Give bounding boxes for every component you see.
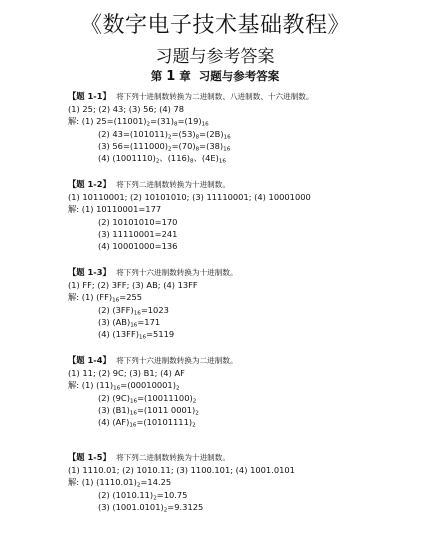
problem-label: 【题 1-3】 — [68, 267, 111, 277]
problem-prompt: 将下列十六进制数转换为十进制数。 — [116, 268, 238, 277]
base-subscript: 2 — [175, 385, 180, 392]
answer-text: (4) (1001110) — [98, 153, 156, 164]
answer-text: =(19) — [177, 116, 202, 127]
answer-text: (3) (AB) — [98, 316, 131, 327]
base-subscript: 16 — [129, 422, 137, 429]
answer-text: =(38) — [199, 140, 224, 151]
problem-given: (1) FF; (2) 3FF; (3) AB; (4) 13FF — [68, 280, 198, 291]
answer-text: 解: (1) 10110001=177 — [68, 204, 162, 215]
problem-given: (1) 25; (2) 43; (3) 56; (4) 78 — [68, 104, 185, 115]
base-subscript: 16 — [138, 334, 147, 341]
answer-text: =5119 — [146, 329, 175, 340]
problem-prompt: 将下列二进制数转换为十进制数。 — [116, 453, 230, 462]
problem-label: 【题 1-2】 — [68, 179, 111, 189]
base-subscript: 8 — [174, 121, 178, 128]
answer-text: 解: (1) (1110.01) — [68, 477, 137, 488]
answer-text: (3) 56=(111000) — [98, 140, 169, 151]
base-subscript: 16 — [130, 322, 138, 329]
answer-block — [68, 291, 418, 340]
answer-line — [68, 304, 418, 316]
answer-line — [68, 140, 418, 152]
answer-block — [68, 203, 418, 252]
problem-1-5 — [68, 451, 418, 513]
base-subscript: 2 — [195, 410, 199, 417]
answer-line — [68, 203, 418, 215]
answer-text: =(10011100) — [137, 392, 193, 403]
answer-line — [68, 476, 418, 488]
problem-header — [68, 266, 418, 279]
answer-text: 解: (1) (11) — [68, 380, 114, 391]
answer-line — [68, 404, 418, 416]
problem-prompt: 将下列十六进制数转换为二进制数。 — [116, 356, 238, 365]
answer-text: =9.3125 — [167, 501, 204, 512]
answer-block — [68, 115, 418, 164]
answer-block — [68, 476, 418, 513]
answer-text: (2) (3FF) — [98, 304, 134, 315]
answer-text: =1023 — [140, 304, 169, 315]
answer-line — [68, 501, 418, 513]
answer-text: =(1011 0001) — [136, 404, 196, 415]
problem-given: (1) 10110001; (2) 10101010; (3) 11110001; (4) 10001000 — [68, 192, 311, 203]
chapter-heading — [0, 68, 430, 84]
book-title: 《数字电子技术基础教程》 — [79, 13, 350, 38]
base-subscript: 16 — [218, 158, 226, 165]
answer-text: 解: (1) (FF) — [68, 292, 113, 303]
answer-text: 、(116) — [159, 153, 190, 164]
chapter-number: 1 — [166, 69, 176, 84]
base-subscript: 2 — [192, 398, 197, 405]
base-subscript: 16 — [112, 297, 120, 304]
answer-line — [68, 115, 418, 127]
base-subscript: 2 — [168, 146, 172, 153]
problem-1-4 — [68, 354, 418, 428]
problem-header — [68, 451, 418, 464]
base-subscript: 2 — [155, 158, 160, 165]
answer-text: =(2B) — [199, 128, 224, 139]
answer-text: =(31) — [150, 116, 175, 127]
answer-line — [68, 240, 418, 252]
problem-prompt: 将下列二进制数转换为十进制数。 — [116, 180, 230, 189]
answer-line — [68, 316, 418, 328]
chapter-prefix: 第 — [150, 69, 163, 83]
answer-text: 解: (1) 25=(11001) — [68, 116, 147, 127]
answer-line — [68, 416, 418, 428]
answer-line — [68, 152, 418, 164]
base-subscript: 8 — [195, 134, 200, 141]
answer-text: (2) (1010.11) — [98, 489, 154, 500]
answer-text: (4) 10001000=136 — [98, 241, 178, 252]
answer-block — [68, 379, 418, 428]
base-subscript: 2 — [168, 134, 172, 141]
chapter-suffix: 章 — [179, 69, 191, 83]
base-subscript: 2 — [163, 507, 168, 514]
problem-label: 【题 1-5】 — [68, 452, 111, 462]
answer-line — [68, 328, 418, 340]
base-subscript: 16 — [223, 134, 231, 141]
problem-header — [68, 178, 418, 191]
answer-text: (2) 10101010=170 — [98, 216, 178, 227]
problem-1-2 — [68, 178, 418, 252]
answer-text: =10.75 — [156, 489, 188, 500]
base-subscript: 16 — [201, 121, 209, 128]
answer-text: =171 — [137, 316, 161, 327]
answer-text: 、(4E) — [193, 153, 219, 164]
base-subscript: 16 — [113, 385, 121, 392]
answer-text: =(53) — [171, 128, 196, 139]
answer-text: =(00010001) — [120, 380, 176, 391]
answer-text: =14.25 — [140, 477, 172, 488]
problem-prompt: 将下列十进制数转换为二进制数、八进制数、十六进制数。 — [116, 92, 314, 101]
answer-line — [68, 128, 418, 140]
base-subscript: 16 — [133, 310, 141, 317]
answer-line — [68, 392, 418, 404]
answer-text: (3) (1001.0101) — [98, 501, 164, 512]
base-subscript: 8 — [195, 146, 200, 153]
answer-text: =(10101111) — [136, 417, 193, 428]
answer-text: (3) (B1) — [98, 404, 130, 415]
problem-label: 【题 1-1】 — [68, 91, 111, 101]
base-subscript: 2 — [153, 495, 157, 502]
answer-line — [68, 489, 418, 501]
problem-given: (1) 11; (2) 9C; (3) B1; (4) AF — [68, 368, 185, 379]
answer-line — [68, 228, 418, 240]
answer-line — [68, 379, 418, 391]
problem-1-3 — [68, 266, 418, 340]
problem-given: (1) 1110.01; (2) 1010.11; (3) 1100.101; (4) 1001.0101 — [68, 465, 295, 476]
answer-text: (3) 11110001=241 — [98, 228, 178, 239]
problem-header — [68, 90, 418, 103]
problem-1-1 — [68, 90, 418, 164]
document-subtitle: 习题与参考答案 — [155, 47, 275, 67]
answer-text: (2) 43=(101011) — [98, 128, 169, 139]
answer-line — [68, 291, 418, 303]
chapter-title: 习题与参考答案 — [198, 69, 280, 83]
answer-text: =(70) — [171, 140, 196, 151]
base-subscript: 16 — [129, 410, 137, 417]
answer-line — [68, 216, 418, 228]
base-subscript: 16 — [223, 146, 231, 153]
base-subscript: 16 — [129, 398, 138, 405]
answer-text: (4) (13FF) — [98, 329, 139, 340]
base-subscript: 8 — [190, 158, 194, 165]
answer-text: (4) (AF) — [98, 417, 130, 428]
problem-label: 【题 1-4】 — [68, 355, 111, 365]
base-subscript: 2 — [192, 422, 196, 429]
base-subscript: 2 — [146, 121, 151, 128]
problem-header — [68, 354, 418, 367]
answer-text: =255 — [119, 292, 143, 303]
answer-text: (2) (9C) — [98, 392, 130, 403]
base-subscript: 2 — [136, 482, 141, 489]
